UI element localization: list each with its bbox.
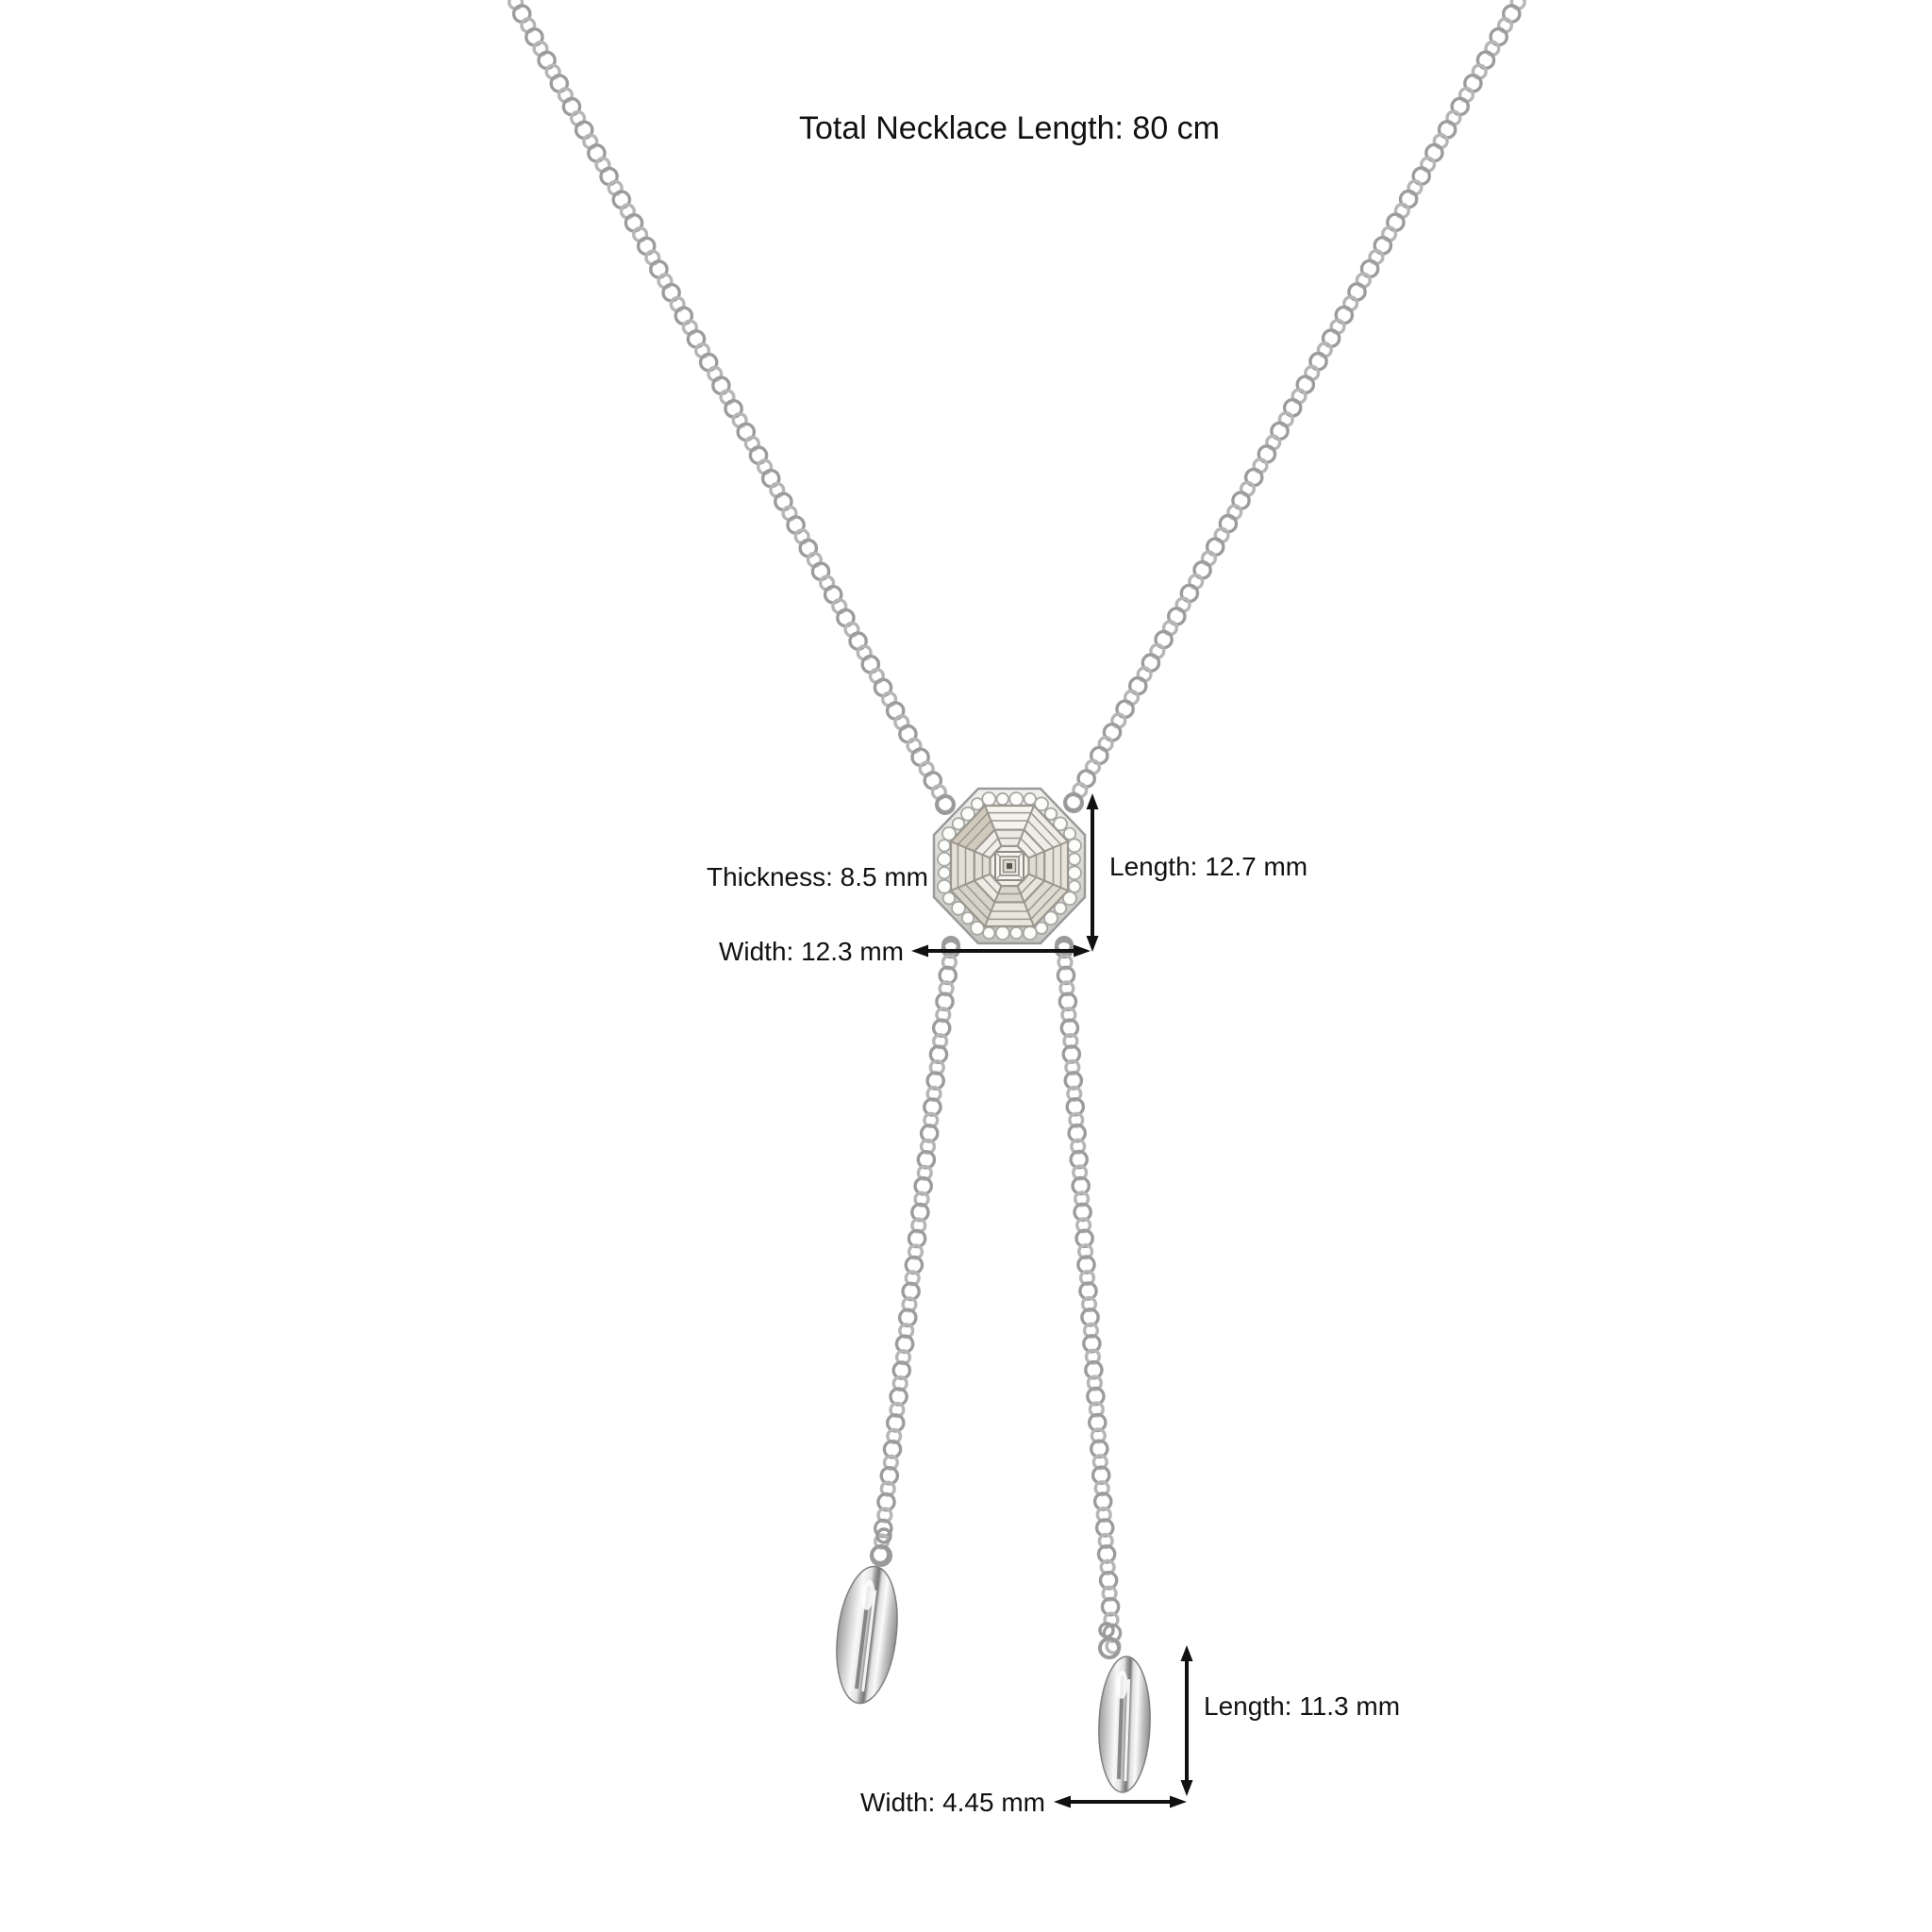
pendant-baguette-cluster bbox=[951, 806, 1068, 926]
halo-diamond bbox=[982, 792, 995, 806]
halo-diamond bbox=[1024, 926, 1037, 940]
total-necklace-length-label: Total Necklace Length: 80 cm bbox=[798, 110, 1221, 146]
arrowhead-right bbox=[1170, 1796, 1187, 1808]
halo-diamond bbox=[1010, 927, 1022, 939]
arrowhead-up bbox=[1087, 793, 1099, 809]
pendant-length-dimension bbox=[1087, 793, 1308, 952]
pendant-thickness-label: Thickness: 8.5 mm bbox=[707, 862, 928, 891]
arrowhead-left bbox=[1054, 1796, 1071, 1808]
pendant-thickness-annotation bbox=[707, 862, 928, 891]
arrowhead-left bbox=[911, 945, 928, 958]
pendant-width-label: Width: 12.3 mm bbox=[718, 937, 904, 966]
arrowhead-down bbox=[1087, 936, 1099, 952]
halo-diamond bbox=[997, 793, 1008, 805]
drop-chain-left bbox=[872, 941, 958, 1562]
halo-diamond bbox=[938, 853, 951, 866]
halo-diamond bbox=[1068, 866, 1081, 879]
arrowhead-right bbox=[1074, 945, 1091, 958]
drop-bead-right bbox=[1097, 1656, 1153, 1793]
halo-diamond bbox=[1069, 854, 1080, 865]
halo-diamond bbox=[1069, 881, 1080, 892]
arrowhead-up bbox=[1181, 1645, 1193, 1661]
bead-length-dimension bbox=[1181, 1645, 1401, 1796]
pendant bbox=[934, 789, 1085, 953]
drop-bead-left bbox=[829, 1563, 904, 1707]
halo-diamond bbox=[939, 840, 950, 851]
halo-diamond bbox=[938, 880, 951, 893]
center-stone-core bbox=[1007, 863, 1012, 869]
halo-diamond bbox=[983, 927, 994, 939]
halo-diamond bbox=[1009, 792, 1023, 806]
arrowhead-down bbox=[1181, 1780, 1193, 1796]
halo-diamond bbox=[1068, 839, 1081, 852]
pendant-length-label: Length: 12.7 mm bbox=[1109, 852, 1308, 881]
halo-diamond bbox=[996, 926, 1009, 940]
halo-diamond bbox=[939, 867, 950, 878]
drop-chain-right bbox=[1056, 941, 1120, 1653]
bead-width-label: Width: 4.45 mm bbox=[859, 1788, 1045, 1817]
bead-length-label: Length: 11.3 mm bbox=[1204, 1691, 1401, 1721]
halo-diamond bbox=[1024, 793, 1036, 805]
bead-width-dimension bbox=[860, 1788, 1187, 1817]
